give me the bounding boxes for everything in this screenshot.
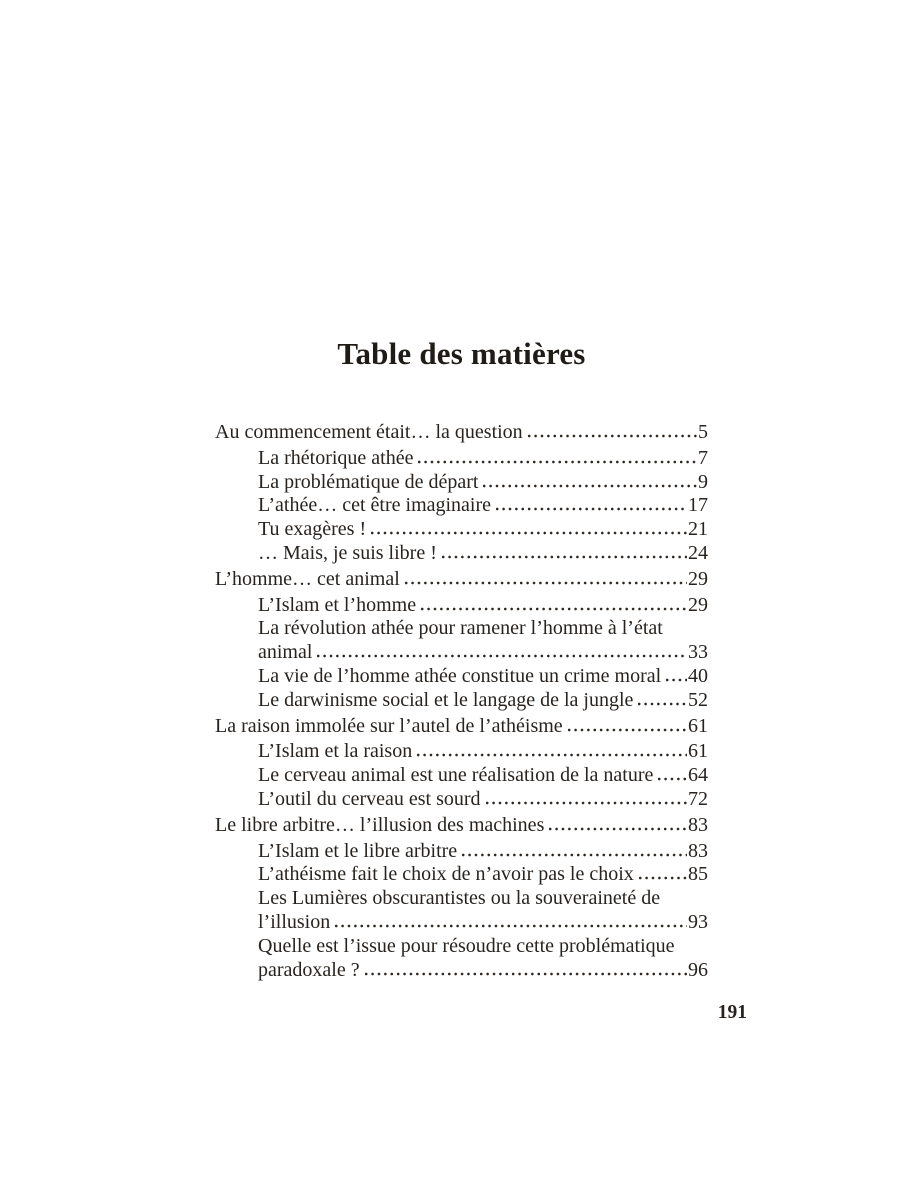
toc-dot-leader — [460, 853, 687, 857]
toc-entry-page: 21 — [688, 518, 708, 541]
toc-entry-text: L’athée… cet être imaginaire — [258, 494, 492, 517]
toc-entry-text: Le cerveau animal est une réalisation de la nature — [258, 764, 654, 787]
toc-entry-page: 85 — [688, 863, 708, 886]
toc-entry-page: 61 — [688, 714, 708, 737]
toc-dot-leader — [526, 434, 697, 438]
toc-entry — [215, 594, 708, 618]
toc-entry-page: 52 — [688, 688, 708, 711]
toc-entry — [215, 421, 708, 445]
toc-entry-page: 29 — [688, 567, 708, 590]
toc-entry-text: … Mais, je suis libre ! — [258, 541, 437, 564]
toc-entry-page: 9 — [698, 470, 708, 493]
toc-dot-leader — [494, 507, 687, 511]
toc-entry — [215, 518, 708, 542]
toc-entry — [215, 814, 708, 838]
toc-entry-page: 83 — [688, 839, 708, 862]
toc-entry — [215, 863, 708, 887]
toc-dot-leader — [333, 924, 687, 928]
toc-entry-page: 72 — [688, 787, 708, 810]
toc-entry — [215, 494, 708, 518]
toc-entry-text: La raison immolée sur l’autel de l’athéisme — [215, 714, 563, 737]
toc-entry-page: 40 — [688, 664, 708, 687]
toc-dot-leader — [656, 777, 687, 781]
toc-entry-text: La rhétorique athée — [258, 446, 414, 469]
toc-dot-leader — [664, 678, 687, 682]
toc-dot-leader — [415, 753, 687, 757]
toc-entry-page: 93 — [688, 910, 708, 933]
toc-dot-leader — [484, 801, 687, 805]
toc-dot-leader — [481, 484, 697, 488]
toc-dot-leader — [566, 728, 687, 732]
toc-entry — [215, 715, 708, 739]
toc-entry — [215, 641, 708, 665]
toc-entry-text: Quelle est l’issue pour résoudre cette problématique — [258, 934, 675, 957]
toc-entry-page: 7 — [698, 446, 708, 469]
toc-entry-text: La révolution athée pour ramener l’homme à l’état — [258, 617, 663, 640]
toc-dot-leader — [416, 460, 697, 464]
toc-dot-leader — [369, 531, 687, 535]
toc-dot-leader — [637, 876, 687, 880]
toc-entry — [215, 764, 708, 788]
toc-entry-text: L’homme… cet animal — [215, 567, 400, 590]
toc-entry-text: Les Lumières obscurantistes ou la souveraineté de — [258, 887, 661, 910]
toc-entry-text: Le libre arbitre… l’illusion des machines — [215, 813, 545, 836]
toc-entry-text: L’athéisme fait le choix de n’avoir pas le choix — [258, 863, 634, 886]
toc-entry-page: 96 — [688, 958, 708, 981]
page-title: Table des matières — [337, 336, 586, 371]
toc-entry — [215, 911, 708, 935]
toc-entry-text: L’Islam et le libre arbitre — [258, 839, 458, 862]
toc-dot-leader — [636, 702, 687, 706]
toc-entry-page: 61 — [688, 740, 708, 763]
toc-dot-leader — [419, 607, 687, 611]
toc-entry-text: paradoxale ? — [258, 958, 360, 981]
toc-entry-page: 17 — [688, 494, 708, 517]
toc-entry-text: L’Islam et l’homme — [258, 593, 417, 616]
toc-entry — [215, 447, 708, 471]
page-number: 191 — [717, 1002, 747, 1023]
toc-entry-page: 24 — [688, 541, 708, 564]
toc-dot-leader — [547, 827, 687, 831]
toc-entry — [215, 887, 708, 911]
toc-entry — [215, 740, 708, 764]
toc-entry — [215, 935, 708, 959]
toc-entry — [215, 617, 708, 641]
toc-entry-text: La problématique de départ — [258, 470, 479, 493]
toc-entry-page: 83 — [688, 813, 708, 836]
toc-entry — [215, 959, 708, 983]
toc-entry-page: 5 — [698, 421, 708, 443]
toc-entry — [215, 568, 708, 592]
toc-entry-text: L’Islam et la raison — [258, 740, 413, 763]
toc-entry-page: 29 — [688, 593, 708, 616]
toc-entry — [215, 471, 708, 495]
table-of-contents — [215, 421, 708, 982]
toc-entry — [215, 689, 708, 713]
toc-entry-text: Tu exagères ! — [258, 518, 367, 541]
toc-dot-leader — [440, 555, 687, 559]
toc-entry — [215, 788, 708, 812]
toc-entry — [215, 840, 708, 864]
toc-entry-page: 33 — [688, 641, 708, 664]
toc-entry-page: 64 — [688, 764, 708, 787]
toc-dot-leader — [363, 972, 687, 976]
toc-entry-text: Au commencement était… la question — [215, 421, 523, 443]
toc-entry-text: animal — [258, 641, 313, 664]
toc-dot-leader — [315, 654, 687, 658]
toc-entry-text: Le darwinisme social et le langage de la jungle — [258, 688, 634, 711]
toc-entry-text: L’outil du cerveau est sourd — [258, 787, 481, 810]
toc-dot-leader — [403, 581, 687, 585]
toc-entry-text: La vie de l’homme athée constitue un crime moral — [258, 664, 662, 687]
toc-entry — [215, 542, 708, 566]
toc-entry-text: l’illusion — [258, 910, 331, 933]
toc-entry — [215, 665, 708, 689]
